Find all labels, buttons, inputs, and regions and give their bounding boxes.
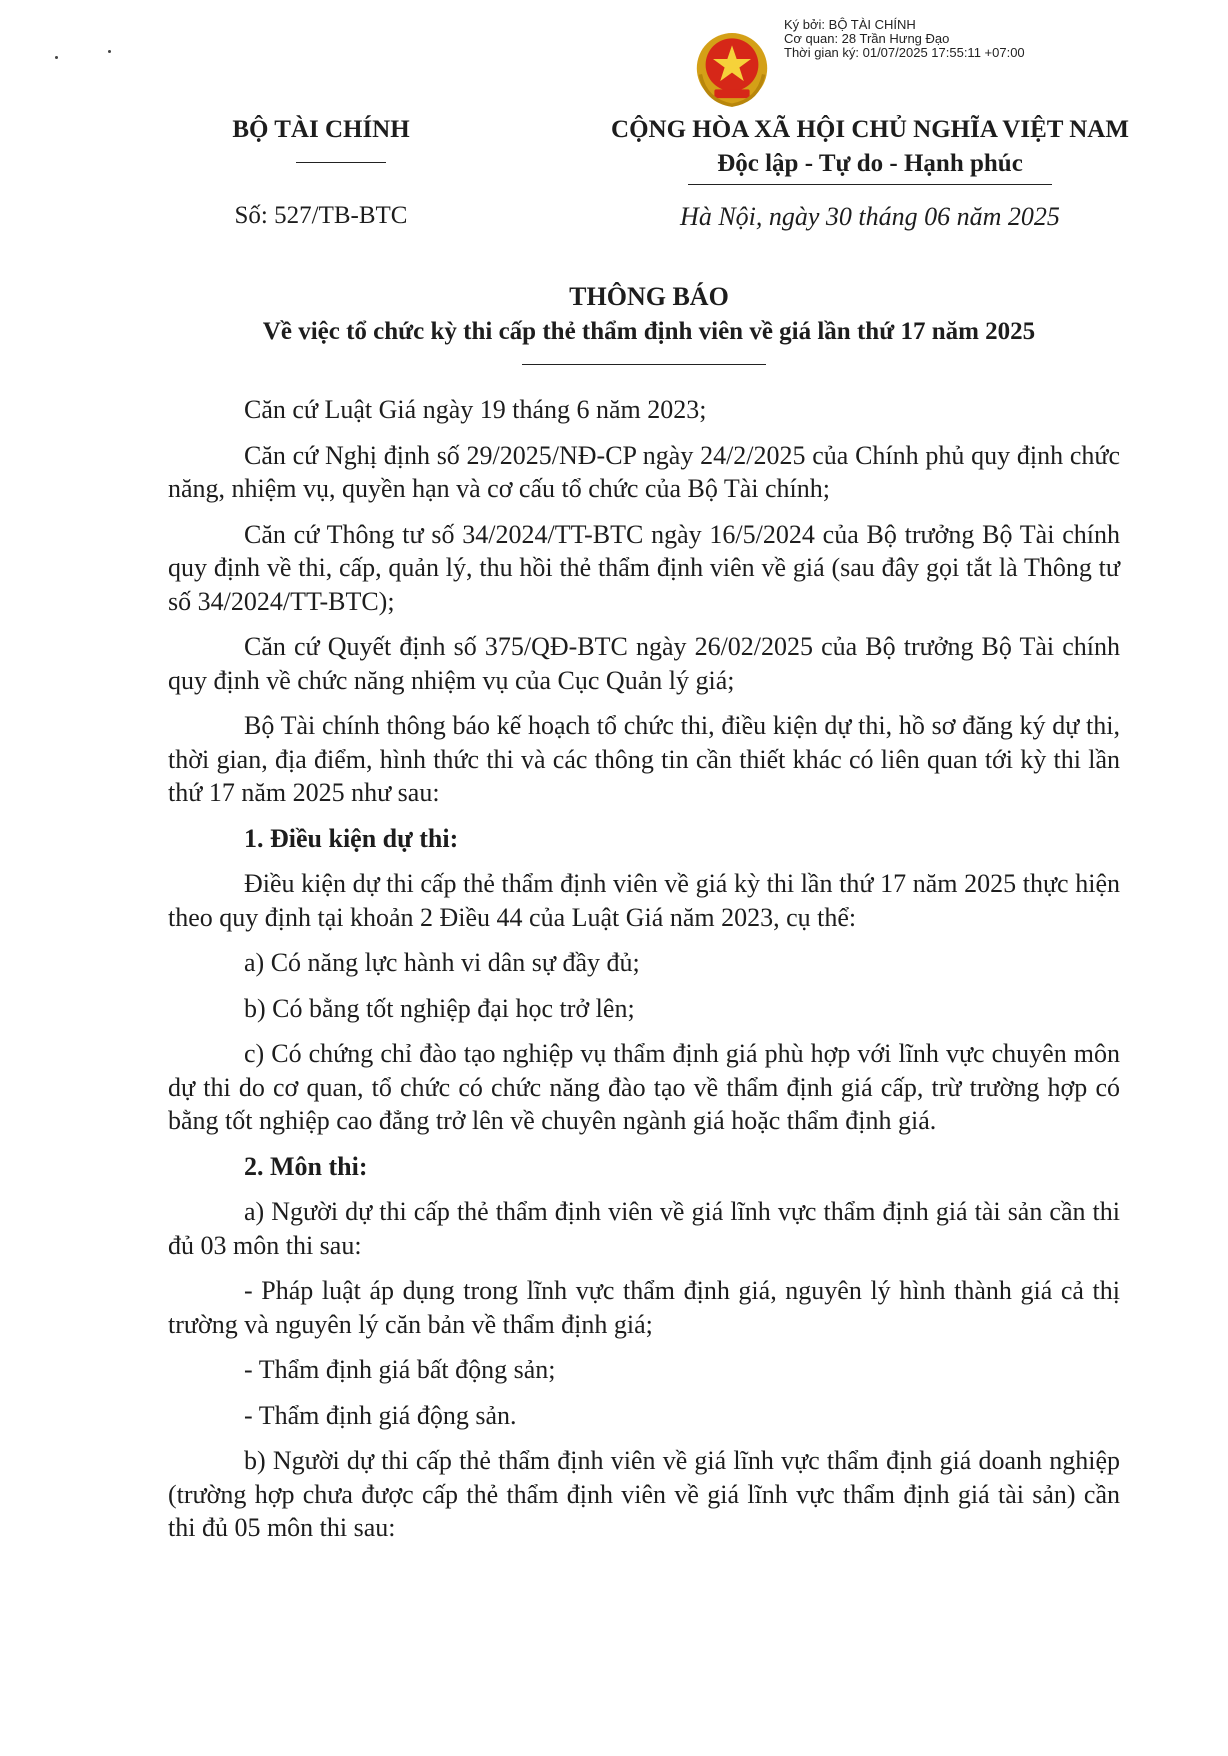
scan-speck: [55, 56, 58, 59]
paragraph: Căn cứ Luật Giá ngày 19 tháng 6 năm 2023;: [244, 395, 707, 424]
document-subject: Về việc tổ chức kỳ thi cấp thẻ thẩm định viên về giá lần thứ 17 năm 2025: [262, 318, 1036, 345]
scan-speck: [108, 50, 111, 53]
subject-underline: [522, 364, 766, 365]
nation-name: CỘNG HÒA XÃ HỘI CHỦ NGHĨA VIỆT NAM: [611, 116, 1129, 143]
ministry-name: BỘ TÀI CHÍNH: [232, 116, 410, 143]
signature-agency: Cơ quan: 28 Trần Hưng Đạo: [784, 31, 950, 46]
motto-underline: [688, 184, 1052, 185]
document-number: Số: 527/TB-BTC: [234, 202, 408, 229]
digital-signature-stamp: [784, 18, 1025, 60]
signature-time: Thời gian ký: 01/07/2025 17:55:11 +07:00: [784, 45, 1025, 60]
list-item: c) Có chứng chỉ đào tạo nghiệp vụ thẩm định giá phù hợp với lĩnh vực chuyên môn dự thi do cơ quan, tổ chức có chức năng đào tạo về thẩm định giá cấp, trừ trường hợp có bằng tốt nghiệp cao đẳng trở lên về chuyên ngành giá hoặc thẩm định giá.: [168, 1039, 1120, 1135]
national-emblem-icon: [688, 26, 776, 114]
list-item: a) Có năng lực hành vi dân sự đầy đủ;: [244, 948, 640, 977]
paragraph: Điều kiện dự thi cấp thẻ thẩm định viên về giá kỳ thi lần thứ 17 năm 2025 thực hiện theo quy định tại khoản 2 Điều 44 của Luật Giá năm 2023, cụ thể:: [168, 869, 1120, 932]
list-item: - Pháp luật áp dụng trong lĩnh vực thẩm định giá, nguyên lý hình thành giá cả thị trường và nguyên lý căn bản về thẩm định giá;: [168, 1276, 1120, 1339]
section-heading: 1. Điều kiện dự thi:: [244, 823, 459, 853]
document-body: [168, 393, 1120, 1557]
list-item: b) Có bằng tốt nghiệp đại học trở lên;: [244, 993, 635, 1023]
national-motto: Độc lập - Tự do - Hạnh phúc: [717, 150, 1023, 177]
list-item: a) Người dự thi cấp thẻ thẩm định viên về giá lĩnh vực thẩm định giá tài sản cần thi đủ 03 môn thi sau:: [168, 1197, 1120, 1260]
issue-date: Hà Nội, ngày 30 tháng 06 năm 2025: [680, 202, 1060, 231]
paragraph: Căn cứ Thông tư số 34/2024/TT-BTC ngày 16/5/2024 của Bộ trưởng Bộ Tài chính quy định về thi, cấp, quản lý, thu hồi thẻ thẩm định viên về giá (sau đây gọi tắt là Thông tư số 34/2024/TT-BTC);: [168, 519, 1120, 616]
document-title: THÔNG BÁO: [569, 282, 729, 311]
paragraph: Căn cứ Quyết định số 375/QĐ-BTC ngày 26/02/2025 của Bộ trưởng Bộ Tài chính quy định về chức năng nhiệm vụ của Cục Quản lý giá;: [168, 632, 1120, 695]
list-item: - Thẩm định giá bất động sản;: [244, 1355, 556, 1384]
list-item: - Thẩm định giá động sản.: [244, 1400, 517, 1430]
paragraph: Căn cứ Nghị định số 29/2025/NĐ-CP ngày 24/2/2025 của Chính phủ quy định chức năng, nhiệm vụ, quyền hạn và cơ cấu tổ chức của Bộ Tài chính;: [168, 440, 1120, 503]
list-item: b) Người dự thi cấp thẻ thẩm định viên về giá lĩnh vực thẩm định giá doanh nghiệp (trường hợp chưa được cấp thẻ thẩm định viên về giá lĩnh vực thẩm định giá tài sản) cần thi đủ 05 môn thi sau:: [168, 1446, 1120, 1542]
section-heading: 2. Môn thi:: [244, 1151, 368, 1181]
paragraph: Bộ Tài chính thông báo kế hoạch tổ chức thi, điều kiện dự thi, hồ sơ đăng ký dự thi, thời gian, địa điểm, hình thức thi và các thông tin cần thiết khác có liên quan tới kỳ thi lần thứ 17 năm 2025 như sau:: [168, 711, 1120, 807]
ministry-underline: [296, 162, 386, 163]
signature-signed-by: Ký bởi: BỘ TÀI CHÍNH: [784, 17, 916, 32]
